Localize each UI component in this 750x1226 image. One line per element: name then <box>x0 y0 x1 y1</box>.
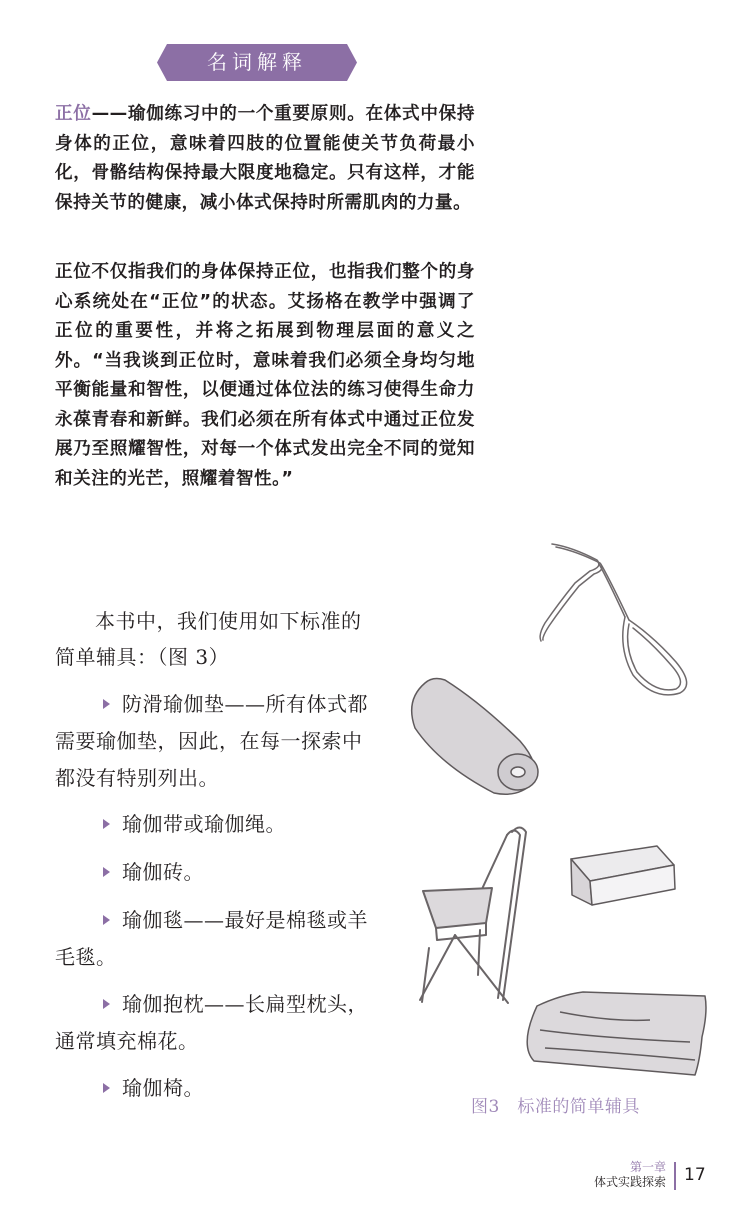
glossary-banner <box>157 44 357 81</box>
glossary-paragraph: 正位不仅指我们的身体保持正位，也指我们整个的身心系统处在“正位”的状态。艾扬格在教学中强调了正位的重要性，并将之拓展到物理层面的意义之外。“当我谈到正位时，意味着我们必须全身均匀地平衡能量和智性，以便通过体位法的练习使得生命力永葆青春和新鲜。我们必须在所有体式中通过正位发展乃至照耀智性，对每一个体式发出完全不同的觉知和关注的光芒，照耀着智性。” <box>55 262 475 489</box>
bullet-icon <box>103 699 110 709</box>
figure-caption: 图3 标准的简单辅具 <box>471 1097 640 1117</box>
prop-item-text: 瑜伽抱枕——长扁型枕头，通常填充棉花。 <box>55 992 368 1053</box>
prop-item-blanket <box>55 902 375 976</box>
bullet-icon <box>103 1083 110 1093</box>
bullet-icon <box>103 915 110 925</box>
prop-item-bolster <box>55 986 375 1060</box>
prop-item-chair <box>55 1070 375 1107</box>
footer-section: 体式实践探索 <box>593 1175 666 1189</box>
prop-item-strap <box>55 806 375 843</box>
glossary-term: 正位 <box>55 104 92 124</box>
bullet-icon <box>103 819 110 829</box>
glossary-definition-text: ——瑜伽练习中的一个重要原则。在体式中保持身体的正位，意味着四肢的位置能使关节负荷最小化，骨骼结构保持最大限度地稳定。只有这样，才能保持关节的健康，减小体式保持时所需肌肉的力量。 <box>55 104 475 213</box>
prop-item-text: 瑜伽毯——最好是棉毯或羊毛毯。 <box>55 908 368 969</box>
footer-divider <box>674 1162 676 1190</box>
banner-title: 名词解释 <box>207 50 307 74</box>
footer-chapter: 第一章 <box>629 1160 666 1174</box>
page-number: 17 <box>684 1165 706 1185</box>
block-icon <box>571 846 675 905</box>
bolster-icon <box>412 679 538 795</box>
prop-item-mat <box>55 686 375 797</box>
prop-item-text: 瑜伽椅。 <box>122 1076 204 1100</box>
prop-item-text: 瑜伽砖。 <box>122 860 204 884</box>
chair-icon <box>420 828 526 1004</box>
props-illustration <box>395 530 725 1090</box>
bullet-icon <box>103 999 110 1009</box>
prop-item-text: 瑜伽带或瑜伽绳。 <box>122 812 286 836</box>
glossary-definition <box>55 100 475 218</box>
bullet-icon <box>103 867 110 877</box>
prop-item-block <box>55 854 375 891</box>
props-intro: 本书中，我们使用如下标准的简单辅具：（图 3） <box>55 609 362 669</box>
blanket-icon <box>527 992 706 1075</box>
yoga-strap-icon <box>540 544 687 695</box>
prop-item-text: 防滑瑜伽垫——所有体式都需要瑜伽垫，因此，在每一探索中都没有特别列出。 <box>55 692 368 790</box>
